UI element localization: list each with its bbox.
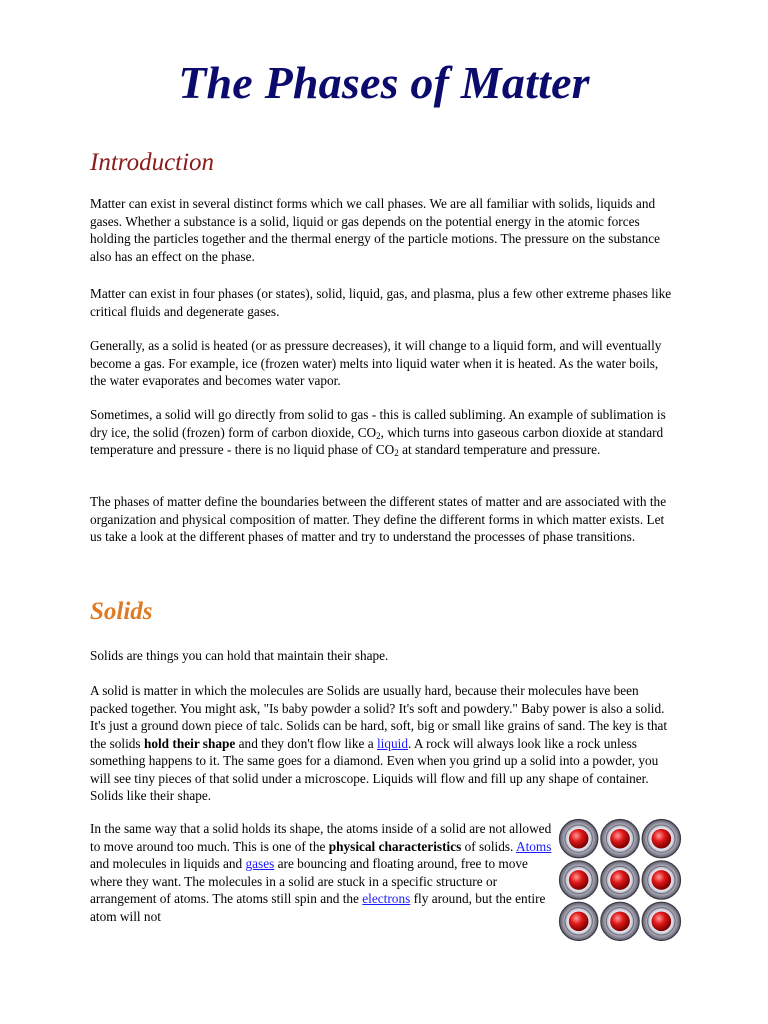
solids-paragraph-1: Solids are things you can hold that maintain their shape. (90, 648, 389, 663)
intro-p4-text-b: , which turns into gaseous carbon dioxide at standard temperature and pressure - there is no liquid phase of CO (90, 424, 664, 457)
solids-p2-text-c: . A rock will always look like a rock unless something happens to it. The same goes for a diamond. Even when you grind up a solid into a powder, you will see tiny pieces of that solid under a microscope. Liquids will flow and fill up any shape of container. Solids like their shape. (90, 735, 659, 803)
solids-paragraph-3 (90, 820, 552, 925)
solids-heading: Solids (90, 598, 153, 625)
hold-their-shape-bold: hold their shape (143, 735, 236, 751)
atoms-link[interactable]: Atoms (515, 838, 552, 854)
solids-p3-text-e: fly around, but the entire atom will not (90, 891, 546, 924)
intro-paragraph-5: The phases of matter define the boundaries between the different states of matter and are associated with the organization and physical composition of matter. They define the different forms in which matter exists. Let us take a look at the different phases of matter and try to understand the processes of phase transitions. (90, 494, 667, 544)
solids-p3-text-a: In the same way that a solid holds its shape, the atoms inside of a solid are not allowed to move around too much. This is one of the (90, 821, 552, 854)
co2-subscript: 2 (394, 448, 399, 458)
atom-icon (601, 820, 639, 858)
atom-icon (601, 902, 639, 940)
solids-paragraph-2 (90, 682, 676, 805)
page-title: The Phases of Matter (178, 57, 590, 108)
liquid-link[interactable]: liquid (376, 735, 408, 751)
solids-p2-text-a: A solid is matter in which the molecules are Solids are usually hard, because their molecules have been packed together. You might ask, "Is baby powder a solid? It's soft and powdery." Baby power is also a solid. It's just a ground down piece of talc. Solids can be hard, soft, big or small like grains of sand. The key is that the solids (90, 683, 668, 751)
solids-p3-text-b: of solids. (461, 838, 516, 854)
atom-icon (560, 902, 598, 940)
solids-p3-text-d: are bouncing and floating around, free to move where they want. The molecules in a solid are stuck in a specific structure or arrangement of atoms. The atoms still spin and the (90, 856, 528, 906)
atom-icon (560, 861, 598, 899)
atom-icon (642, 820, 680, 858)
atom-icon (560, 820, 598, 858)
solids-p2-text-b: and they don't flow like a (235, 735, 377, 751)
atom-icon (642, 902, 680, 940)
atom-icon (642, 861, 680, 899)
intro-paragraph-2: Matter can exist in four phases (or states), solid, liquid, gas, and plasma, plus a few other extreme phases like critical fluids and degenerate gases. (90, 286, 672, 319)
intro-p4-text-c: at standard temperature and pressure. (398, 442, 601, 457)
intro-paragraph-4 (90, 406, 676, 459)
solids-p3-text-c: and molecules in liquids and (90, 856, 246, 871)
solid-atom-grid-image (558, 818, 682, 942)
intro-paragraph-1: Matter can exist in several distinct forms which we call phases. We are all familiar with solids, liquids and gases. Whether a substance is a solid, liquid or gas depends on the potential energy in the atomic forces holding the particles together and the thermal energy of the particle motions. The pressure on the substance also has an effect on the phase. (90, 196, 660, 264)
intro-paragraph-3: Generally, as a solid is heated (or as pressure decreases), it will change to a liquid form, and will eventually become a gas. For example, ice (frozen water) melts into liquid water when it is heated. As the water boils, the water evaporates and becomes water vapor. (90, 338, 662, 388)
co2-subscript: 2 (376, 430, 381, 441)
electrons-link[interactable]: electrons (362, 891, 411, 906)
physical-characteristics-bold: physical characteristics (328, 838, 462, 854)
introduction-heading: Introduction (90, 149, 215, 176)
atom-icon (601, 861, 639, 899)
intro-p4-text-a: Sometimes, a solid will go directly from solid to gas - this is called subliming. An example of sublimation is dry ice, the solid (frozen) form of carbon dioxide, CO (90, 407, 666, 440)
gases-link[interactable]: gases (245, 856, 275, 871)
